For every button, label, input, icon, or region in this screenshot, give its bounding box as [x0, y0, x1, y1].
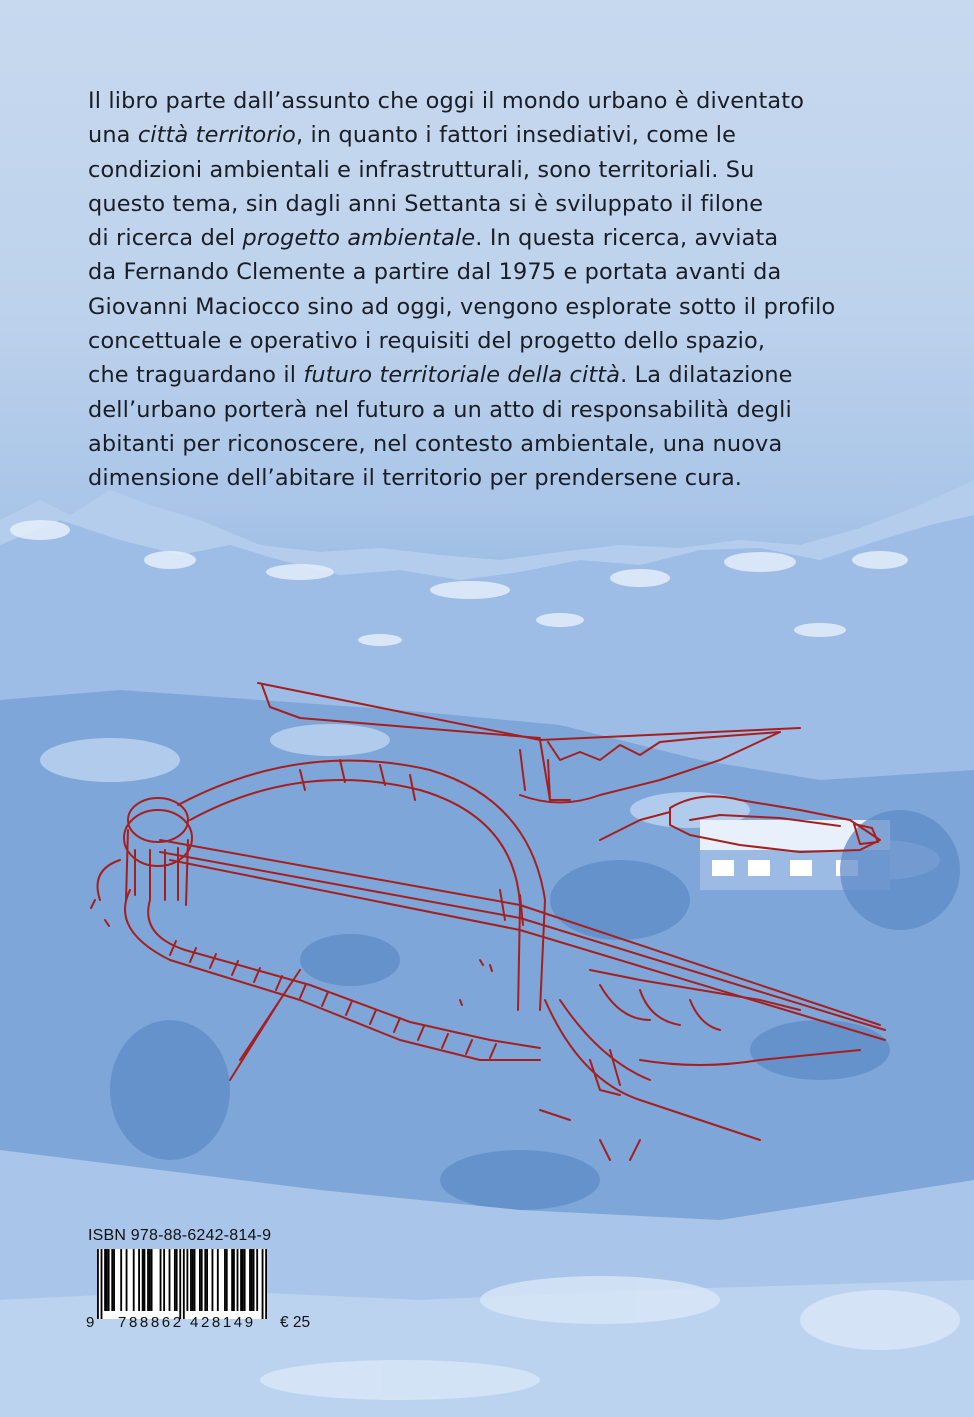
barcode-bar	[138, 1249, 140, 1311]
blurb-run: . In questa ricerca, avviata	[475, 225, 779, 252]
blurb-line	[88, 221, 928, 255]
price: € 25	[280, 1314, 311, 1331]
barcode-bar	[169, 1249, 171, 1311]
blurb-line	[88, 358, 928, 392]
barcode-bar	[233, 1249, 235, 1311]
barcode-bar	[176, 1249, 178, 1311]
blurb-run: abitanti per riconoscere, nel contesto ambientale, una nuova	[88, 430, 783, 457]
blurb-run: una	[88, 122, 138, 149]
barcode-bar	[192, 1249, 194, 1311]
blurb-line	[88, 461, 928, 495]
blurb-italic-run: futuro territoriale della città	[303, 362, 621, 389]
blurb-line	[88, 84, 928, 118]
blurb-run: Giovanni Maciocco sino ad oggi, vengono esplorate sotto il profilo	[88, 293, 836, 320]
barcode-bar	[183, 1249, 185, 1319]
barcode-bar	[101, 1249, 103, 1319]
blurb-line	[88, 290, 928, 324]
barcode-bar	[256, 1249, 258, 1311]
blurb-run: di ricerca del	[88, 225, 243, 252]
blurb-italic-run: progetto ambientale	[242, 225, 476, 252]
barcode-bar	[113, 1249, 115, 1311]
barcode-bar	[231, 1249, 233, 1311]
barcode-bar	[174, 1249, 176, 1311]
barcode-bar	[160, 1249, 162, 1311]
barcode-bar	[104, 1249, 106, 1311]
barcode-bar	[244, 1249, 246, 1311]
blurb-line	[88, 187, 928, 221]
blurb-italic-run: città territorio	[137, 122, 296, 149]
blurb-line	[88, 324, 928, 358]
barcode-bar	[186, 1249, 188, 1311]
barcode-bar	[262, 1249, 264, 1319]
barcode-bar	[133, 1249, 135, 1311]
blurb-run: da Fernando Clemente a partire dal 1975 e portata avanti da	[88, 259, 782, 286]
barcode-bar	[179, 1249, 181, 1319]
barcode-bar	[111, 1249, 113, 1311]
blurb-line	[88, 255, 928, 289]
barcode-bar	[142, 1249, 144, 1311]
blurb-run: . La dilatazione	[620, 362, 793, 389]
blurb-line	[88, 393, 928, 427]
blurb-line	[88, 118, 928, 152]
barcode-bar	[106, 1249, 108, 1311]
barcode-bar	[240, 1249, 242, 1311]
barcode-bar	[251, 1249, 253, 1311]
barcode-bar	[147, 1249, 149, 1311]
blurb-run: concettuale e operativo i requisiti del progetto dello spazio,	[88, 328, 766, 355]
barcode-bar	[190, 1249, 192, 1311]
barcode-bar	[199, 1249, 201, 1311]
barcode-bar	[194, 1249, 196, 1311]
blurb-run: condizioni ambientali e infrastrutturali, sono territoriali. Su	[88, 156, 755, 183]
barcode-bar	[149, 1249, 151, 1311]
blurb-run: , in quanto i fattori insediativi, come le	[295, 122, 737, 149]
barcode-bar	[120, 1249, 122, 1311]
barcode-bar	[265, 1249, 267, 1319]
blurb-run: questo tema, sin dagli anni Settanta si è sviluppato il filone	[88, 190, 764, 217]
barcode-bar	[237, 1249, 239, 1311]
barcode	[97, 1249, 267, 1319]
barcode-bar	[224, 1249, 226, 1311]
back-cover-blurb	[88, 84, 928, 496]
barcode-bar	[108, 1249, 110, 1311]
barcode-right-group: 428149	[190, 1314, 256, 1331]
barcode-bar	[249, 1249, 251, 1311]
blurb-line	[88, 153, 928, 187]
barcode-bar	[212, 1249, 214, 1311]
barcode-bar	[97, 1249, 99, 1319]
barcode-bar	[204, 1249, 206, 1311]
barcode-bar	[151, 1249, 153, 1311]
barcode-bar	[126, 1249, 128, 1311]
barcode-bar	[201, 1249, 203, 1311]
blurb-run: dimensione dell’abitare il territorio per prendersene cura.	[88, 465, 743, 492]
barcode-bar	[163, 1249, 165, 1311]
barcode-bar	[206, 1249, 208, 1311]
barcode-bar	[226, 1249, 228, 1311]
barcode-left-group: 788862	[118, 1314, 184, 1331]
blurb-run: dell’urbano porterà nel futuro a un atto di responsabilità degli	[88, 396, 792, 423]
barcode-bar	[242, 1249, 244, 1311]
barcode-bar	[217, 1249, 219, 1311]
blurb-run: Il libro parte dall’assunto che oggi il mondo urbano è diventato	[88, 88, 805, 114]
barcode-bar	[253, 1249, 255, 1311]
blurb-run: che traguardano il	[88, 362, 304, 389]
barcode-lead-digit: 9	[86, 1314, 95, 1331]
barcode-bar	[144, 1249, 146, 1311]
isbn-label: ISBN 978-88-6242-814-9	[88, 1227, 272, 1244]
blurb-line	[88, 427, 928, 461]
